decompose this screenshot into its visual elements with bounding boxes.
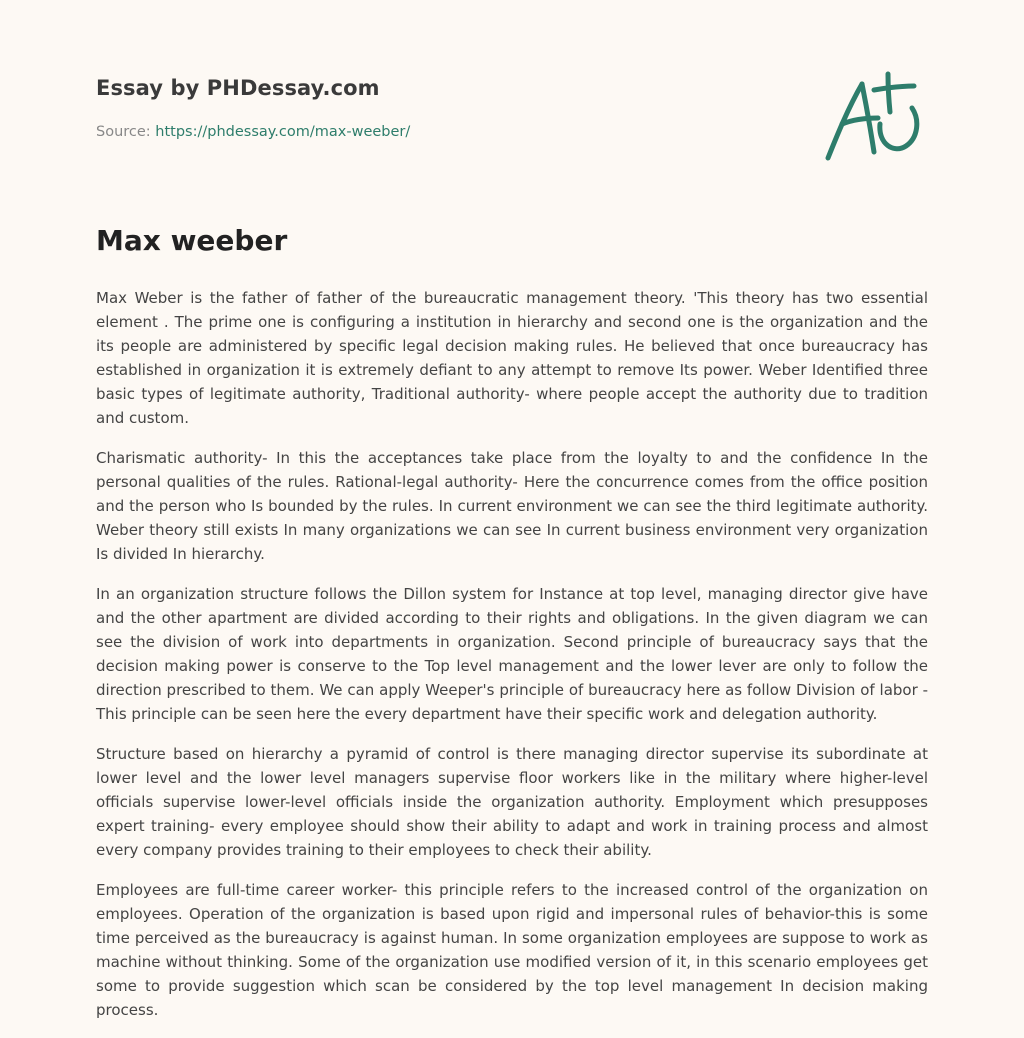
essay-title: Max weeber [96,224,288,257]
essay-paragraph: Structure based on hierarchy a pyramid of control is there managing director supervise its subordinate at lower level and the lower level managers supervise floor workers like in the military where higher-level officials supervise lower-level officials inside the organization authority. Employment which presupposes expert training- every employee should show their ability to adapt and work in training process and almost every company provides training to their employees to check their ability. [96,745,928,859]
essay-body [96,286,928,1038]
source-label: Source: [96,124,156,140]
source-link[interactable]: https://phdessay.com/max-weeber/ [155,124,411,140]
essay-paragraph: Charismatic authority- In this the acceptances take place from the loyalty to and the confidence In the personal qualities of the rules. Rational-legal authority- Here the concurrence comes from the office position and the person who Is bounded by the rules. In current environment we can see the third legitimate authority. Weber theory still exists In many organizations we can see In current business environment very organization Is divided In hierarchy. [96,449,928,563]
essay-paragraph: Employees are full-time career worker- this principle refers to the increased control of the organization on employees. Operation of the organization is based upon rigid and impersonal rules of behavior-this is some time perceived as the bureaucracy is against human. In some organization employees are suppose to work as machine without thinking. Some of the organization use modified version of it, in this scenario employees get some to provide suggestion which scan be considered by the top level management In decision making process. [96,881,928,1019]
essay-paragraph: In an organization structure follows the Dillon system for Instance at top level, managing director give have and the other apartment are divided according to their rights and obligations. In the given diagram we can see the division of work into departments in organization. Second principle of bureaucracy says that the decision making power is conserve to the Top level management and the lower lever are only to follow the direction prescribed to them. We can apply Weeper's principle of bureaucracy here as follow Division of labor -This principle can be seen here the every department have their specific work and delegation authority. [96,585,928,723]
a-plus-logo-icon [822,68,928,164]
essay-paragraph: Max Weber is the father of father of the bureaucratic management theory. 'This theory has two essential element . The prime one is configuring a institution in hierarchy and second one is the organization and the its people are administered by specific legal decision making rules. He believed that once bureaucracy has established in organization it is extremely defiant to any attempt to remove Its power. Weber Identified three basic types of legitimate authority, Traditional authority- where people accept the authority due to tradition and custom. [96,289,928,427]
site-title: Essay by PHDessay.com [96,76,380,100]
source-line [96,124,410,140]
